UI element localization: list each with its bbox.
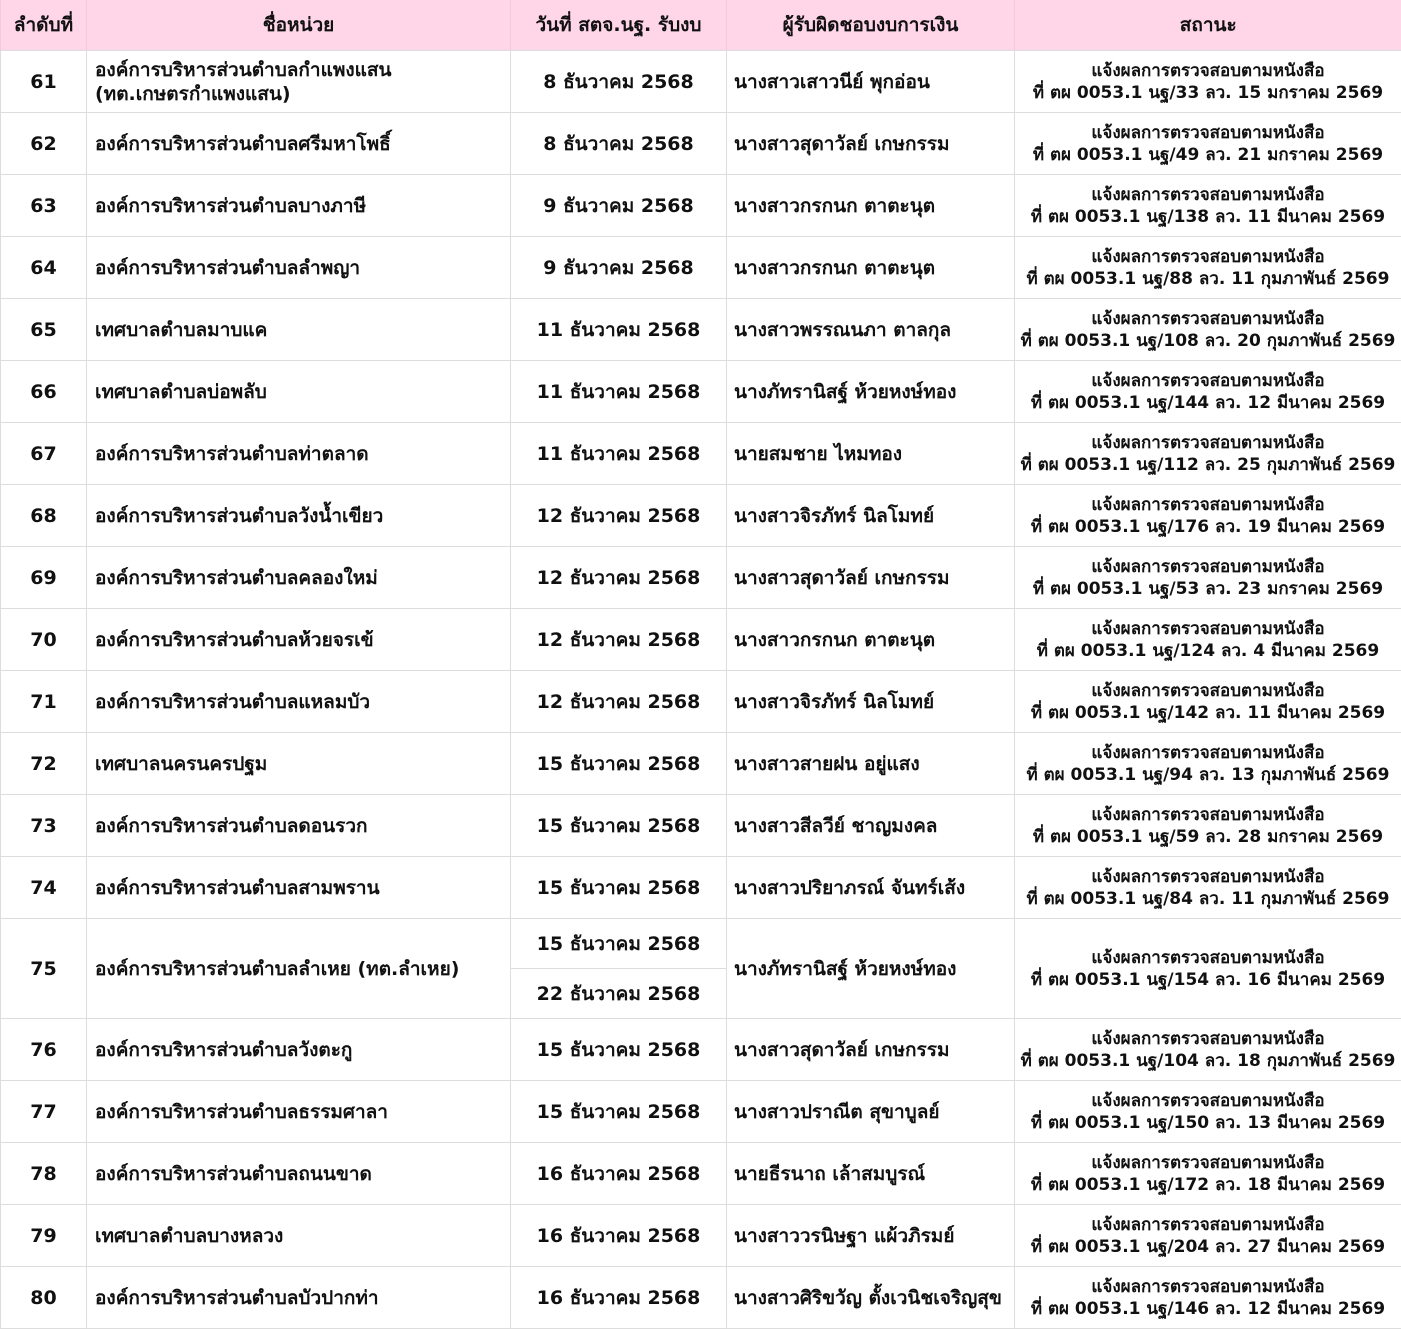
received-date: 15 ธันวาคม 2568 (511, 1019, 727, 1081)
status-text: แจ้งผลการตรวจสอบตามหนังสือ (1015, 556, 1401, 578)
unit-name-line: เทศบาลตำบลบ่อพลับ (95, 380, 510, 404)
received-date: 8 ธันวาคม 2568 (511, 51, 727, 113)
unit-name-line: องค์การบริหารส่วนตำบลแหลมบัว (95, 690, 510, 714)
unit-name-line: องค์การบริหารส่วนตำบลห้วยจรเข้ (95, 628, 510, 652)
status-reference: ที่ ตผ 0053.1 นฐ/204 ลว. 27 มีนาคม 2569 (1015, 1236, 1401, 1258)
unit-name (87, 361, 511, 423)
unit-name (87, 547, 511, 609)
received-date: 12 ธันวาคม 2568 (511, 485, 727, 547)
table-row (1, 485, 1401, 547)
row-number: 75 (1, 919, 87, 1019)
status-text: แจ้งผลการตรวจสอบตามหนังสือ (1015, 1152, 1401, 1174)
status-cell (1015, 237, 1401, 299)
status-text: แจ้งผลการตรวจสอบตามหนังสือ (1015, 494, 1401, 516)
unit-name (87, 857, 511, 919)
table-row (1, 1019, 1401, 1081)
status-cell (1015, 299, 1401, 361)
header-unit-name: ชื่อหน่วย (87, 0, 511, 51)
responsible-person: นางสาวสุดาวัลย์ เกษกรรม (727, 1019, 1015, 1081)
unit-name (87, 919, 511, 1019)
unit-name (87, 671, 511, 733)
unit-name (87, 1205, 511, 1267)
row-number: 66 (1, 361, 87, 423)
received-date: 9 ธันวาคม 2568 (511, 175, 727, 237)
unit-name (87, 609, 511, 671)
status-reference: ที่ ตผ 0053.1 นฐ/150 ลว. 13 มีนาคม 2569 (1015, 1112, 1401, 1134)
header-received-date: วันที่ สตจ.นฐ. รับงบ (511, 0, 727, 51)
status-cell (1015, 919, 1401, 1019)
responsible-person: นายธีรนาถ เล้าสมบูรณ์ (727, 1143, 1015, 1205)
table-row (1, 1081, 1401, 1143)
table-body (1, 51, 1401, 1329)
unit-name-line: องค์การบริหารส่วนตำบลลำพญา (95, 256, 510, 280)
responsible-person: นางสาวจิรภัทร์ นิลโมทย์ (727, 485, 1015, 547)
status-reference: ที่ ตผ 0053.1 นฐ/146 ลว. 12 มีนาคม 2569 (1015, 1298, 1401, 1320)
status-text: แจ้งผลการตรวจสอบตามหนังสือ (1015, 60, 1401, 82)
status-reference: ที่ ตผ 0053.1 นฐ/33 ลว. 15 มกราคม 2569 (1015, 82, 1401, 104)
unit-name (87, 237, 511, 299)
status-cell (1015, 1267, 1401, 1329)
row-number: 67 (1, 423, 87, 485)
status-text: แจ้งผลการตรวจสอบตามหนังสือ (1015, 947, 1401, 969)
row-number: 79 (1, 1205, 87, 1267)
status-reference: ที่ ตผ 0053.1 นฐ/112 ลว. 25 กุมภาพันธ์ 2569 (1015, 454, 1401, 476)
table-row (1, 609, 1401, 671)
row-number: 74 (1, 857, 87, 919)
unit-name-line: องค์การบริหารส่วนตำบลวังตะกู (95, 1038, 510, 1062)
status-text: แจ้งผลการตรวจสอบตามหนังสือ (1015, 742, 1401, 764)
unit-name-line: องค์การบริหารส่วนตำบลบางภาษี (95, 194, 510, 218)
received-date: 15 ธันวาคม 2568 (511, 733, 727, 795)
unit-name-line: องค์การบริหารส่วนตำบลธรรมศาลา (95, 1100, 510, 1124)
row-number: 63 (1, 175, 87, 237)
received-date-2: 22 ธันวาคม 2568 (511, 969, 727, 1019)
header-status: สถานะ (1015, 0, 1401, 51)
status-reference: ที่ ตผ 0053.1 นฐ/94 ลว. 13 กุมภาพันธ์ 2569 (1015, 764, 1401, 786)
table-row (1, 175, 1401, 237)
table-row (1, 1267, 1401, 1329)
received-date: 15 ธันวาคม 2568 (511, 795, 727, 857)
unit-name-line-2: (ทต.เกษตรกำแพงแสน) (95, 82, 510, 106)
received-date: 8 ธันวาคม 2568 (511, 113, 727, 175)
responsible-person: นางสาวเสาวนีย์ พุกอ่อน (727, 51, 1015, 113)
unit-name-line: องค์การบริหารส่วนตำบลถนนขาด (95, 1162, 510, 1186)
status-text: แจ้งผลการตรวจสอบตามหนังสือ (1015, 308, 1401, 330)
responsible-person: นางภัทรานิสฐ์ ห้วยหงษ์ทอง (727, 919, 1015, 1019)
received-date: 15 ธันวาคม 2568 (511, 857, 727, 919)
status-cell (1015, 113, 1401, 175)
status-cell (1015, 1205, 1401, 1267)
row-number: 69 (1, 547, 87, 609)
status-text: แจ้งผลการตรวจสอบตามหนังสือ (1015, 184, 1401, 206)
status-cell (1015, 175, 1401, 237)
unit-name (87, 175, 511, 237)
unit-name (87, 485, 511, 547)
responsible-person: นางสาวศิริขวัญ ตั้งเวนิชเจริญสุข (727, 1267, 1015, 1329)
status-text: แจ้งผลการตรวจสอบตามหนังสือ (1015, 866, 1401, 888)
row-number: 73 (1, 795, 87, 857)
received-date: 16 ธันวาคม 2568 (511, 1267, 727, 1329)
responsible-person: นางสาวสีลวีย์ ชาญมงคล (727, 795, 1015, 857)
row-number: 80 (1, 1267, 87, 1329)
status-text: แจ้งผลการตรวจสอบตามหนังสือ (1015, 804, 1401, 826)
received-date: 11 ธันวาคม 2568 (511, 299, 727, 361)
status-reference: ที่ ตผ 0053.1 นฐ/124 ลว. 4 มีนาคม 2569 (1015, 640, 1401, 662)
responsible-person: นางสาวปราณีต สุขาบูลย์ (727, 1081, 1015, 1143)
status-reference: ที่ ตผ 0053.1 นฐ/59 ลว. 28 มกราคม 2569 (1015, 826, 1401, 848)
status-reference: ที่ ตผ 0053.1 นฐ/172 ลว. 18 มีนาคม 2569 (1015, 1174, 1401, 1196)
table-row (1, 423, 1401, 485)
table-row (1, 919, 1401, 969)
status-text: แจ้งผลการตรวจสอบตามหนังสือ (1015, 1028, 1401, 1050)
table-row (1, 1205, 1401, 1267)
table-row (1, 857, 1401, 919)
status-cell (1015, 795, 1401, 857)
status-cell (1015, 51, 1401, 113)
received-date: 15 ธันวาคม 2568 (511, 919, 727, 969)
status-reference: ที่ ตผ 0053.1 นฐ/154 ลว. 16 มีนาคม 2569 (1015, 969, 1401, 991)
row-number: 70 (1, 609, 87, 671)
table-row (1, 1143, 1401, 1205)
status-text: แจ้งผลการตรวจสอบตามหนังสือ (1015, 680, 1401, 702)
status-cell (1015, 1019, 1401, 1081)
row-number: 61 (1, 51, 87, 113)
received-date: 11 ธันวาคม 2568 (511, 361, 727, 423)
responsible-person: นางสาวกรกนก ตาตะนุต (727, 609, 1015, 671)
unit-name-line: องค์การบริหารส่วนตำบลบัวปากท่า (95, 1286, 510, 1310)
received-date: 15 ธันวาคม 2568 (511, 1081, 727, 1143)
unit-name-line: เทศบาลตำบลบางหลวง (95, 1224, 510, 1248)
unit-name-line: องค์การบริหารส่วนตำบลดอนรวก (95, 814, 510, 838)
unit-name (87, 113, 511, 175)
status-text: แจ้งผลการตรวจสอบตามหนังสือ (1015, 122, 1401, 144)
responsible-person: นางสาววรนิษฐา แผ้วภิรมย์ (727, 1205, 1015, 1267)
status-text: แจ้งผลการตรวจสอบตามหนังสือ (1015, 1090, 1401, 1112)
status-cell (1015, 609, 1401, 671)
unit-name-line: องค์การบริหารส่วนตำบลลำเหย (ทต.ลำเหย) (95, 957, 510, 981)
table-row (1, 299, 1401, 361)
responsible-person: นายสมชาย ไหมทอง (727, 423, 1015, 485)
status-cell (1015, 423, 1401, 485)
status-reference: ที่ ตผ 0053.1 นฐ/53 ลว. 23 มกราคม 2569 (1015, 578, 1401, 600)
status-reference: ที่ ตผ 0053.1 นฐ/88 ลว. 11 กุมภาพันธ์ 2569 (1015, 268, 1401, 290)
unit-name (87, 1081, 511, 1143)
responsible-person: นางสาวสุดาวัลย์ เกษกรรม (727, 113, 1015, 175)
row-number: 72 (1, 733, 87, 795)
table-row (1, 51, 1401, 113)
unit-name-line: องค์การบริหารส่วนตำบลวังน้ำเขียว (95, 504, 510, 528)
row-number: 76 (1, 1019, 87, 1081)
responsible-person: นางสาวสุดาวัลย์ เกษกรรม (727, 547, 1015, 609)
unit-name-line: เทศบาลตำบลมาบแค (95, 318, 510, 342)
received-date: 16 ธันวาคม 2568 (511, 1205, 727, 1267)
responsible-person: นางสาวปริยาภรณ์ จันทร์เส้ง (727, 857, 1015, 919)
status-cell (1015, 547, 1401, 609)
status-cell (1015, 1143, 1401, 1205)
row-number: 65 (1, 299, 87, 361)
responsible-person: นางสาวกรกนก ตาตะนุต (727, 175, 1015, 237)
status-reference: ที่ ตผ 0053.1 นฐ/104 ลว. 18 กุมภาพันธ์ 2569 (1015, 1050, 1401, 1072)
row-number: 71 (1, 671, 87, 733)
status-reference: ที่ ตผ 0053.1 นฐ/138 ลว. 11 มีนาคม 2569 (1015, 206, 1401, 228)
row-number: 68 (1, 485, 87, 547)
row-number: 77 (1, 1081, 87, 1143)
status-reference: ที่ ตผ 0053.1 นฐ/84 ลว. 11 กุมภาพันธ์ 2569 (1015, 888, 1401, 910)
unit-name-line: องค์การบริหารส่วนตำบลศรีมหาโพธิ์ (95, 132, 510, 156)
unit-name-line: องค์การบริหารส่วนตำบลท่าตลาด (95, 442, 510, 466)
status-text: แจ้งผลการตรวจสอบตามหนังสือ (1015, 618, 1401, 640)
table-row (1, 733, 1401, 795)
received-date: 16 ธันวาคม 2568 (511, 1143, 727, 1205)
responsible-person: นางสาวสายฝน อยู่แสง (727, 733, 1015, 795)
table-row (1, 795, 1401, 857)
unit-name-line: องค์การบริหารส่วนตำบลสามพราน (95, 876, 510, 900)
status-reference: ที่ ตผ 0053.1 นฐ/142 ลว. 11 มีนาคม 2569 (1015, 702, 1401, 724)
status-cell (1015, 671, 1401, 733)
table-row (1, 361, 1401, 423)
unit-name (87, 1143, 511, 1205)
header-responsible: ผู้รับผิดชอบงบการเงิน (727, 0, 1015, 51)
row-number: 64 (1, 237, 87, 299)
status-reference: ที่ ตผ 0053.1 นฐ/108 ลว. 20 กุมภาพันธ์ 2569 (1015, 330, 1401, 352)
status-cell (1015, 857, 1401, 919)
table-row (1, 237, 1401, 299)
status-cell (1015, 361, 1401, 423)
received-date: 12 ธันวาคม 2568 (511, 609, 727, 671)
responsible-person: นางภัทรานิสฐ์ ห้วยหงษ์ทอง (727, 361, 1015, 423)
unit-name (87, 1019, 511, 1081)
status-cell (1015, 485, 1401, 547)
table-header (1, 0, 1401, 51)
unit-name (87, 795, 511, 857)
table-row (1, 547, 1401, 609)
status-text: แจ้งผลการตรวจสอบตามหนังสือ (1015, 432, 1401, 454)
status-reference: ที่ ตผ 0053.1 นฐ/49 ลว. 21 มกราคม 2569 (1015, 144, 1401, 166)
row-number: 62 (1, 113, 87, 175)
received-date: 12 ธันวาคม 2568 (511, 547, 727, 609)
status-reference: ที่ ตผ 0053.1 นฐ/144 ลว. 12 มีนาคม 2569 (1015, 392, 1401, 414)
received-date: 11 ธันวาคม 2568 (511, 423, 727, 485)
received-date: 9 ธันวาคม 2568 (511, 237, 727, 299)
row-number: 78 (1, 1143, 87, 1205)
unit-name (87, 51, 511, 113)
responsible-person: นางสาวกรกนก ตาตะนุต (727, 237, 1015, 299)
unit-name (87, 423, 511, 485)
status-text: แจ้งผลการตรวจสอบตามหนังสือ (1015, 1214, 1401, 1236)
unit-name-line: เทศบาลนครนครปฐม (95, 752, 510, 776)
status-cell (1015, 733, 1401, 795)
responsible-person: นางสาวพรรณนภา ตาลกุล (727, 299, 1015, 361)
status-text: แจ้งผลการตรวจสอบตามหนังสือ (1015, 246, 1401, 268)
unit-name-line: องค์การบริหารส่วนตำบลกำแพงแสน (95, 58, 510, 82)
table-row (1, 671, 1401, 733)
status-text: แจ้งผลการตรวจสอบตามหนังสือ (1015, 1276, 1401, 1298)
unit-name (87, 733, 511, 795)
header-order: ลำดับที่ (1, 0, 87, 51)
status-reference: ที่ ตผ 0053.1 นฐ/176 ลว. 19 มีนาคม 2569 (1015, 516, 1401, 538)
unit-name (87, 1267, 511, 1329)
status-text: แจ้งผลการตรวจสอบตามหนังสือ (1015, 370, 1401, 392)
status-cell (1015, 1081, 1401, 1143)
table-row (1, 113, 1401, 175)
responsible-person: นางสาวจิรภัทร์ นิลโมทย์ (727, 671, 1015, 733)
unit-name (87, 299, 511, 361)
unit-name-line: องค์การบริหารส่วนตำบลคลองใหม่ (95, 566, 510, 590)
received-date: 12 ธันวาคม 2568 (511, 671, 727, 733)
